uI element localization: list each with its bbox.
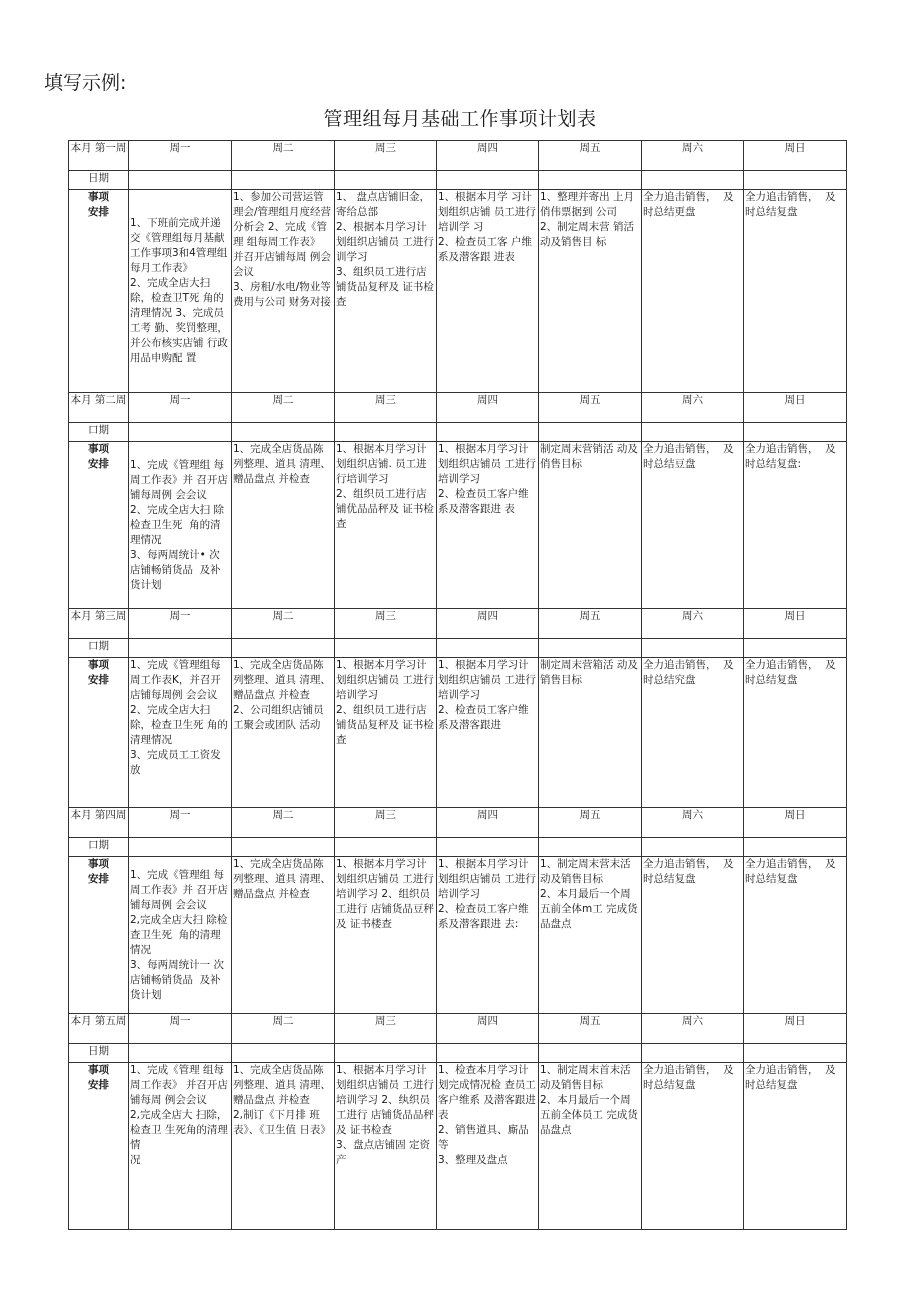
document-title: 管理组每月基础工作事项计划表 bbox=[323, 108, 597, 130]
date-cell[interactable] bbox=[642, 1044, 744, 1063]
task-cell: 1、完成《管理组每周工作表K，并召开店铺每周例 会会议 2、完成全店大扫除，检查卫生死 角的清理情况 3、完成员工工资发放 bbox=[129, 658, 232, 808]
day-header: 周一 bbox=[129, 609, 232, 639]
task-cell: 1、完成《管理组 每周工作表》并 召开店铺每周例 会会议 2、完成全店大扫 除检查卫生死 角的清理情况 3、每两周统计• 次店铺畅销货品 及补货计划 bbox=[129, 442, 232, 609]
date-cell[interactable] bbox=[642, 838, 744, 857]
date-cell[interactable] bbox=[744, 838, 847, 857]
date-cell[interactable] bbox=[129, 171, 232, 190]
day-header: 周三 bbox=[335, 393, 437, 423]
day-header: 周六 bbox=[642, 609, 744, 639]
day-header: 周五 bbox=[539, 609, 642, 639]
day-header: 周六 bbox=[642, 393, 744, 423]
task-cell: 1、检查本月学习计划完成情况检 查员工客户维系 及潜客跟进表 2、销售道具、廝品等 3、整理及盘点 bbox=[437, 1063, 539, 1230]
day-header: 周四 bbox=[437, 393, 539, 423]
date-cell[interactable] bbox=[335, 838, 437, 857]
date-cell[interactable] bbox=[437, 639, 539, 658]
day-header: 周一 bbox=[129, 1014, 232, 1044]
day-header: 周一 bbox=[129, 808, 232, 838]
date-cell[interactable] bbox=[335, 639, 437, 658]
task-cell: 1、制定周末首末活动及销售目标 2、本月最后一个周五前全体员工 完成货品盘点 bbox=[539, 1063, 642, 1230]
task-row bbox=[69, 1063, 847, 1230]
date-cell[interactable] bbox=[129, 423, 232, 442]
date-cell[interactable] bbox=[642, 423, 744, 442]
task-cell: 1、下班前完成并递交《管理组每月基献工作事项3和4管理组每月工作表》 2、完成全店大扫除，检查卫T死 角的清理情况 3、完成员工考 勤、奖罚整理， 并公布核实店铺 行政用品申购配 置 bbox=[129, 190, 232, 393]
date-cell[interactable] bbox=[232, 171, 335, 190]
week-label: 本月 第五周 bbox=[69, 1014, 129, 1044]
task-cell: 1、制定周末营末活动及销售目标 2、本月最后一个周五前全体m工 完成货品盘点 bbox=[539, 857, 642, 1014]
task-cell: 1、 盘点店铺旧金，寄给总部 2、根据本月学习计划组织店铺员 工进行训学习 3、组织员工进行店铺货品复秤及 证书检查 bbox=[335, 190, 437, 393]
task-cell: 制定周末营箱活 动及销售目标 bbox=[539, 658, 642, 808]
date-label: 日期 bbox=[69, 1044, 129, 1063]
day-header: 周二 bbox=[232, 808, 335, 838]
task-cell: 全力追击销售， 及时总结复盘 bbox=[744, 857, 847, 1014]
date-row bbox=[69, 1044, 847, 1063]
date-cell[interactable] bbox=[437, 423, 539, 442]
task-cell: 1、整理并寄出 上月俏伟票据到 公司 2、制定周末营 销活动及销售目 标 bbox=[539, 190, 642, 393]
date-cell[interactable] bbox=[539, 171, 642, 190]
date-cell[interactable] bbox=[437, 171, 539, 190]
day-header: 周六 bbox=[642, 808, 744, 838]
date-cell[interactable] bbox=[642, 639, 744, 658]
date-row bbox=[69, 423, 847, 442]
date-cell[interactable] bbox=[744, 639, 847, 658]
arrangement-label: 事项 安排 bbox=[69, 1063, 129, 1230]
task-cell: 1、根据本月学习计划组织店铺员 工进行培训学习 2、检查员工客户维系及潜客跟进 去: bbox=[437, 857, 539, 1014]
date-cell[interactable] bbox=[437, 838, 539, 857]
date-cell[interactable] bbox=[539, 423, 642, 442]
date-row bbox=[69, 639, 847, 658]
day-header: 周五 bbox=[539, 808, 642, 838]
task-cell: 全力追击销售， 及时总结复盘 bbox=[744, 190, 847, 393]
task-cell: 1、完成全店货品陈列整理、道具 清理、赠品盘点 并检查 2、公司组织店铺员工聚会或团队 活动 bbox=[232, 658, 335, 808]
week-label: 本月 第三周 bbox=[69, 609, 129, 639]
task-cell: 全力追击销售， 及时总结豆盘 bbox=[642, 442, 744, 609]
task-cell: 1、根据本月学习计划组织店铺员 工进行培训学习 2、组织员工进行店铺货品复秤及 证书检查 bbox=[335, 658, 437, 808]
day-header: 周日 bbox=[744, 1014, 847, 1044]
date-row bbox=[69, 838, 847, 857]
date-label: 口期 bbox=[69, 838, 129, 857]
day-header: 周二 bbox=[232, 393, 335, 423]
day-header: 周四 bbox=[437, 1014, 539, 1044]
day-header: 周四 bbox=[437, 141, 539, 171]
date-label: 口期 bbox=[69, 639, 129, 658]
week-label: 本月 第一周 bbox=[69, 141, 129, 171]
task-cell: 全力追击销售， 及时总结复盘 bbox=[642, 1063, 744, 1230]
task-cell: 1、根据本月学习计划组织店铺员 工进行培训学习 2、纨织员工进行 店铺货品品秤及 证书检查 3、盘点店铺固 定资产 bbox=[335, 1063, 437, 1230]
date-cell[interactable] bbox=[539, 639, 642, 658]
date-label: 日期 bbox=[69, 171, 129, 190]
page-heading: 填写示例: bbox=[44, 72, 127, 94]
date-cell[interactable] bbox=[335, 1044, 437, 1063]
date-label: 口期 bbox=[69, 423, 129, 442]
task-cell: 1、参加公司营运管理会/管理组月度经营分析会 2、完成《管理 组每周工作表》 并召开店铺每周 例会会议 3、房租/水电/物业等费用与公司 财务对接 bbox=[232, 190, 335, 393]
task-cell: 1、根据本月学习计划组织店铺员 工进行培训学习 2、组织员工进行 店铺货品豆秤及 证书楼查 bbox=[335, 857, 437, 1014]
task-cell: 1、完成全店货品陈列整理、道具 清理、赠品盘点 并检查 2,制订《下月排 班表》、《卫生值 日表》 bbox=[232, 1063, 335, 1230]
task-cell: 1、根据本月学 习计划组织店铺 员工进行培训学 习 2、检查员工客 户维系及潜客跟 进表 bbox=[437, 190, 539, 393]
task-row bbox=[69, 658, 847, 808]
week-header-row bbox=[69, 609, 847, 639]
task-cell: 1、完成《管理组 每周工作表》并 召开店铺每周例 会会议 2,完成全店大扫 除检查卫生死 角的清理情况 3、每两周统计一 次店铺畅销货品 及补货计划 bbox=[129, 857, 232, 1014]
week-header-row bbox=[69, 1014, 847, 1044]
task-row bbox=[69, 190, 847, 393]
arrangement-label: 事项 安排 bbox=[69, 658, 129, 808]
task-cell: 1、根据本月学习计划组织店铺. 员工进行培训学习 2、组织员工进行店铺优品品秤及 证书检查 bbox=[335, 442, 437, 609]
task-cell: 全力追击销售， 及时总结复盘 bbox=[744, 1063, 847, 1230]
day-header: 周日 bbox=[744, 808, 847, 838]
date-cell[interactable] bbox=[539, 838, 642, 857]
date-cell[interactable] bbox=[539, 1044, 642, 1063]
task-cell: 1、完成全店货品陈列整理、道具 清理、赠品盘点 并检查 bbox=[232, 442, 335, 609]
date-cell[interactable] bbox=[744, 171, 847, 190]
day-header: 周三 bbox=[335, 1014, 437, 1044]
day-header: 周一 bbox=[129, 393, 232, 423]
date-cell[interactable] bbox=[744, 423, 847, 442]
task-cell: 1、完成全店货品陈列整理、道具 清理、赠品盘点 并检查 bbox=[232, 857, 335, 1014]
week-header-row bbox=[69, 141, 847, 171]
arrangement-label: 事项 安排 bbox=[69, 857, 129, 1014]
date-cell[interactable] bbox=[232, 838, 335, 857]
date-cell[interactable] bbox=[232, 1044, 335, 1063]
task-cell: 全力追击销售， 及时总结复盘 bbox=[642, 857, 744, 1014]
week-header-row bbox=[69, 808, 847, 838]
task-cell: 全力追击销售， 及时总结更盘 bbox=[642, 190, 744, 393]
day-header: 周三 bbox=[335, 609, 437, 639]
date-cell[interactable] bbox=[232, 639, 335, 658]
date-cell[interactable] bbox=[129, 1044, 232, 1063]
day-header: 周五 bbox=[539, 141, 642, 171]
day-header: 周三 bbox=[335, 808, 437, 838]
week-label: 本月 第二周 bbox=[69, 393, 129, 423]
date-cell[interactable] bbox=[744, 1044, 847, 1063]
task-cell: 全力追击销售， 及时总结复盘: bbox=[744, 442, 847, 609]
plan-table bbox=[68, 140, 847, 1230]
date-cell[interactable] bbox=[642, 171, 744, 190]
date-cell[interactable] bbox=[335, 171, 437, 190]
task-cell: 制定周末营销活 动及俏售目标 bbox=[539, 442, 642, 609]
day-header: 周日 bbox=[744, 393, 847, 423]
day-header: 周三 bbox=[335, 141, 437, 171]
day-header: 周四 bbox=[437, 609, 539, 639]
date-cell[interactable] bbox=[232, 423, 335, 442]
date-row bbox=[69, 171, 847, 190]
task-cell: 全力追击销售， 及时总结复盘 bbox=[744, 658, 847, 808]
task-cell: 1、根据本月学习计划组织店铺员 工进行培训学习 2、检查员工客户维系及潜客跟进 bbox=[437, 658, 539, 808]
day-header: 周二 bbox=[232, 1014, 335, 1044]
arrangement-label: 事项 安排 bbox=[69, 442, 129, 609]
task-cell: 1、完成《管理 组每周工作表》 并召开店铺每周 例会会议 2,完成全店大 扫除，检查卫 生死角的清理情 况 bbox=[129, 1063, 232, 1230]
task-row bbox=[69, 442, 847, 609]
day-header: 周二 bbox=[232, 141, 335, 171]
arrangement-label: 事项 安排 bbox=[69, 190, 129, 393]
day-header: 周五 bbox=[539, 393, 642, 423]
day-header: 周二 bbox=[232, 609, 335, 639]
date-cell[interactable] bbox=[335, 423, 437, 442]
task-row bbox=[69, 857, 847, 1014]
day-header: 周四 bbox=[437, 808, 539, 838]
day-header: 周日 bbox=[744, 609, 847, 639]
day-header: 周六 bbox=[642, 1014, 744, 1044]
week-header-row bbox=[69, 393, 847, 423]
date-cell[interactable] bbox=[129, 639, 232, 658]
week-label: 本月 第四周 bbox=[69, 808, 129, 838]
date-cell[interactable] bbox=[129, 838, 232, 857]
task-cell: 全力追击销售， 及时总结究盘 bbox=[642, 658, 744, 808]
task-cell: 1、根据本月学习计划组织店铺员 工进行培训学习 2、检查员工客户维系及潜客跟进 表 bbox=[437, 442, 539, 609]
day-header: 周五 bbox=[539, 1014, 642, 1044]
day-header: 周六 bbox=[642, 141, 744, 171]
day-header: 周一 bbox=[129, 141, 232, 171]
date-cell[interactable] bbox=[437, 1044, 539, 1063]
day-header: 周日 bbox=[744, 141, 847, 171]
